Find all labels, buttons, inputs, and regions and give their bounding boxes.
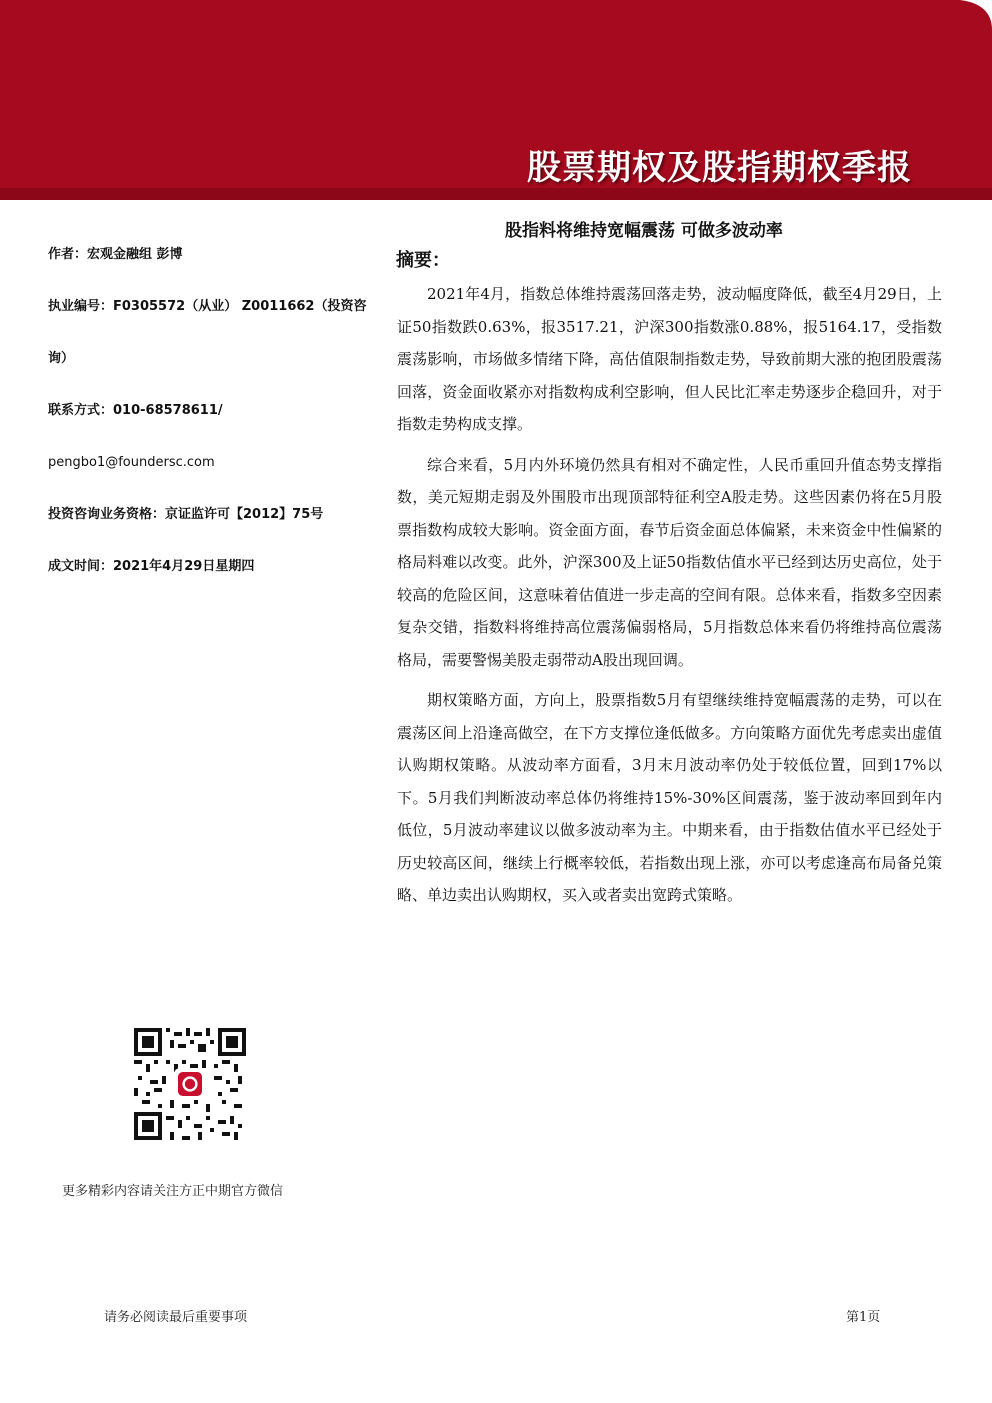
date-line: 成文时间：2021年4月29日星期四 [48,559,255,574]
qr-caption: 更多精彩内容请关注方正中期官方微信 [62,1184,284,1199]
headline: 股指料将维持宽幅震荡 可做多波动率 [505,221,783,241]
contact-line: 联系方式：010-68578611/ [48,403,223,418]
license-line: 执业编号：F0305572（从业） Z0011662（投资咨 [48,299,367,314]
report-type-title: 股票期权及股指期权季报 [527,148,912,188]
footer-notice: 请务必阅读最后重要事项 [104,1310,248,1325]
abstract-paragraph: 综合来看，5月内外环境仍然具有相对不确定性，人民币重回升值态势支撑指数，美元短期走弱及外围股市出现顶部特征利空A股走势。这些因素仍将在5月股票指数构成较大影响。资金面方面，春节后资金面总体偏紧，未来资金中性偏紧的格局料难以改变。此外，沪深300及上证50指数估值水平已经到达历史高位，处于较高的危险区间，这意味着估值进一步走高的空间有限。总体来看，指数多空因素复杂交错，指数料将维持高位震荡偏弱格局，5月指数总体来看仍将维持高位震荡格局，需要警惕美股走弱带动A股出现回调。 [397,455,942,669]
abstract-label: 摘要： [396,250,450,271]
page-number: 第1页 [846,1310,881,1325]
author-line: 作者：宏观金融组 彭博 [48,247,183,262]
contact-email[interactable]: pengbo1@foundersc.com [48,455,215,470]
abstract-paragraph: 2021年4月，指数总体维持震荡回落走势，波动幅度降低，截至4月29日，上证50指数跌0.63%，报3517.21，沪深300指数涨0.88%，报5164.17，受指数震荡影响，市场做多情绪下降，高估值限制指数走势，导致前期大涨的抱团股震荡回落，资金面收紧亦对指数构成利空影响，但人民比汇率走势逐步企稳回升，对于指数走势构成支撑。 [397,285,942,433]
qr-code-icon [134,1028,246,1140]
abstract-body [397,278,942,920]
license-line-continued: 询） [48,351,75,366]
qualification-line: 投资咨询业务资格：京证监许可【2012】75号 [48,507,324,522]
abstract-paragraph: 期权策略方面，方向上，股票指数5月有望继续维持宽幅震荡的走势，可以在震荡区间上沿逢高做空，在下方支撑位逢低做多。方向策略方面优先考虑卖出虚值认购期权策略。从波动率方面看，3月末月波动率仍处于较低位置，回到17%以下。5月我们判断波动率总体仍将维持15%-30%区间震荡，鉴于波动率回到年内低位，5月波动率建议以做多波动率为主。中期来看，由于指数估值水平已经处于历史较高区间，继续上行概率较低，若指数出现上涨，亦可以考虑逢高布局备兑策略、单边卖出认购期权，买入或者卖出宽跨式策略。 [397,691,942,904]
